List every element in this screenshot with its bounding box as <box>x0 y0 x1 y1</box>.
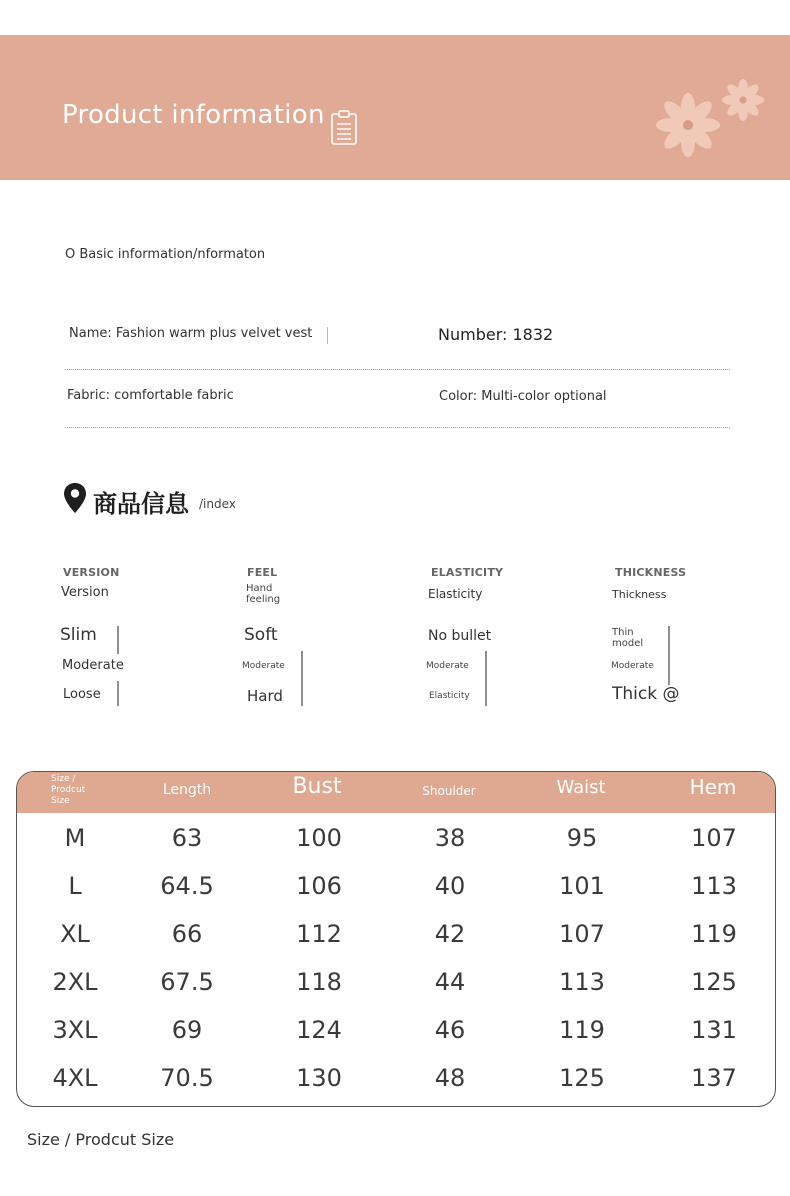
measurement-cell: 125 <box>559 1064 605 1092</box>
thickness-marker <box>668 626 670 685</box>
measurement-cell: 44 <box>434 968 466 996</box>
measurement-cell: 42 <box>434 920 466 948</box>
measurement-cell: 70.5 <box>160 1064 214 1092</box>
flower-decoration-icon <box>650 75 780 165</box>
measurement-cell: 125 <box>691 968 737 996</box>
version-marker <box>117 626 119 654</box>
hem-column-header: Hem <box>689 775 737 799</box>
feel-option: Hard <box>247 687 283 705</box>
index-title: 商品信息 <box>93 490 189 518</box>
waist-column-header: Waist <box>556 777 606 798</box>
version-marker <box>117 681 119 706</box>
elasticity-option: No bullet <box>428 628 492 644</box>
product-fabric: Fabric: comfortable fabric <box>67 388 234 403</box>
measurement-cell: 113 <box>559 968 605 996</box>
elasticity-heading: ELASTICITY <box>431 566 504 579</box>
size-cell: 3XL <box>52 1016 98 1044</box>
size-table-header <box>17 772 775 813</box>
measurement-cell: 69 <box>171 1016 203 1044</box>
measurement-cell: 67.5 <box>160 968 214 996</box>
size-table <box>16 771 776 1107</box>
size-cell: M <box>64 824 86 852</box>
size-footer-note: Size / Prodcut Size <box>27 1130 175 1149</box>
product-name: Name: Fashion warm plus velvet vest <box>69 326 313 341</box>
length-column-header: Length <box>162 782 212 798</box>
thickness-option: Moderate <box>611 661 654 671</box>
divider <box>327 327 328 344</box>
measurement-cell: 113 <box>691 872 737 900</box>
thickness-option: Thin model <box>612 627 644 649</box>
size-cell: 2XL <box>52 968 98 996</box>
product-number: Number: 1832 <box>438 325 554 344</box>
feel-option: Soft <box>244 625 278 645</box>
measurement-cell: 48 <box>434 1064 466 1092</box>
measurement-cell: 130 <box>296 1064 342 1092</box>
clipboard-icon <box>330 110 358 146</box>
feel-marker <box>301 651 303 706</box>
version-heading: VERSION <box>63 566 120 579</box>
thickness-option: Thick @ <box>612 684 680 704</box>
product-color: Color: Multi-color optional <box>439 389 607 404</box>
measurement-cell: 107 <box>691 824 737 852</box>
measurement-cell: 112 <box>296 920 342 948</box>
elasticity-option: Elasticity <box>429 691 470 701</box>
measurement-cell: 119 <box>559 1016 605 1044</box>
measurement-cell: 63 <box>171 824 203 852</box>
size-cell: XL <box>60 920 90 948</box>
version-option: Moderate <box>62 658 124 673</box>
shoulder-column-header: Shoulder <box>422 784 476 798</box>
feel-option: Moderate <box>242 661 285 671</box>
measurement-cell: 100 <box>296 824 342 852</box>
measurement-cell: 46 <box>434 1016 466 1044</box>
size-cell: 4XL <box>52 1064 98 1092</box>
measurement-cell: 101 <box>559 872 605 900</box>
version-option: Loose <box>63 687 101 702</box>
size-column-header: Size / Prodcut Size <box>51 774 86 806</box>
measurement-cell: 137 <box>691 1064 737 1092</box>
elasticity-marker <box>485 651 487 706</box>
dotted-divider <box>65 427 730 428</box>
thickness-subheading: Thickness <box>612 588 667 601</box>
measurement-cell: 66 <box>171 920 203 948</box>
measurement-cell: 40 <box>434 872 466 900</box>
basic-info-label: O Basic information/nformaton <box>65 247 266 262</box>
measurement-cell: 124 <box>296 1016 342 1044</box>
dotted-divider <box>65 369 730 370</box>
thickness-heading: THICKNESS <box>615 566 687 579</box>
measurement-cell: 118 <box>296 968 342 996</box>
elasticity-subheading: Elasticity <box>428 587 483 601</box>
measurement-cell: 119 <box>691 920 737 948</box>
version-subheading: Version <box>61 585 109 600</box>
size-cell: L <box>68 872 82 900</box>
measurement-cell: 106 <box>296 872 342 900</box>
location-pin-icon <box>63 482 87 514</box>
feel-subheading: Hand feeling <box>246 583 281 605</box>
measurement-cell: 131 <box>691 1016 737 1044</box>
elasticity-option: Moderate <box>426 661 469 671</box>
banner-title: Product information <box>62 100 325 130</box>
version-option: Slim <box>60 625 97 645</box>
feel-heading: FEEL <box>247 566 278 579</box>
measurement-cell: 64.5 <box>160 872 214 900</box>
measurement-cell: 107 <box>559 920 605 948</box>
index-subtitle: /index <box>199 497 236 511</box>
measurement-cell: 95 <box>566 824 598 852</box>
bust-column-header: Bust <box>292 774 342 799</box>
measurement-cell: 38 <box>434 824 466 852</box>
